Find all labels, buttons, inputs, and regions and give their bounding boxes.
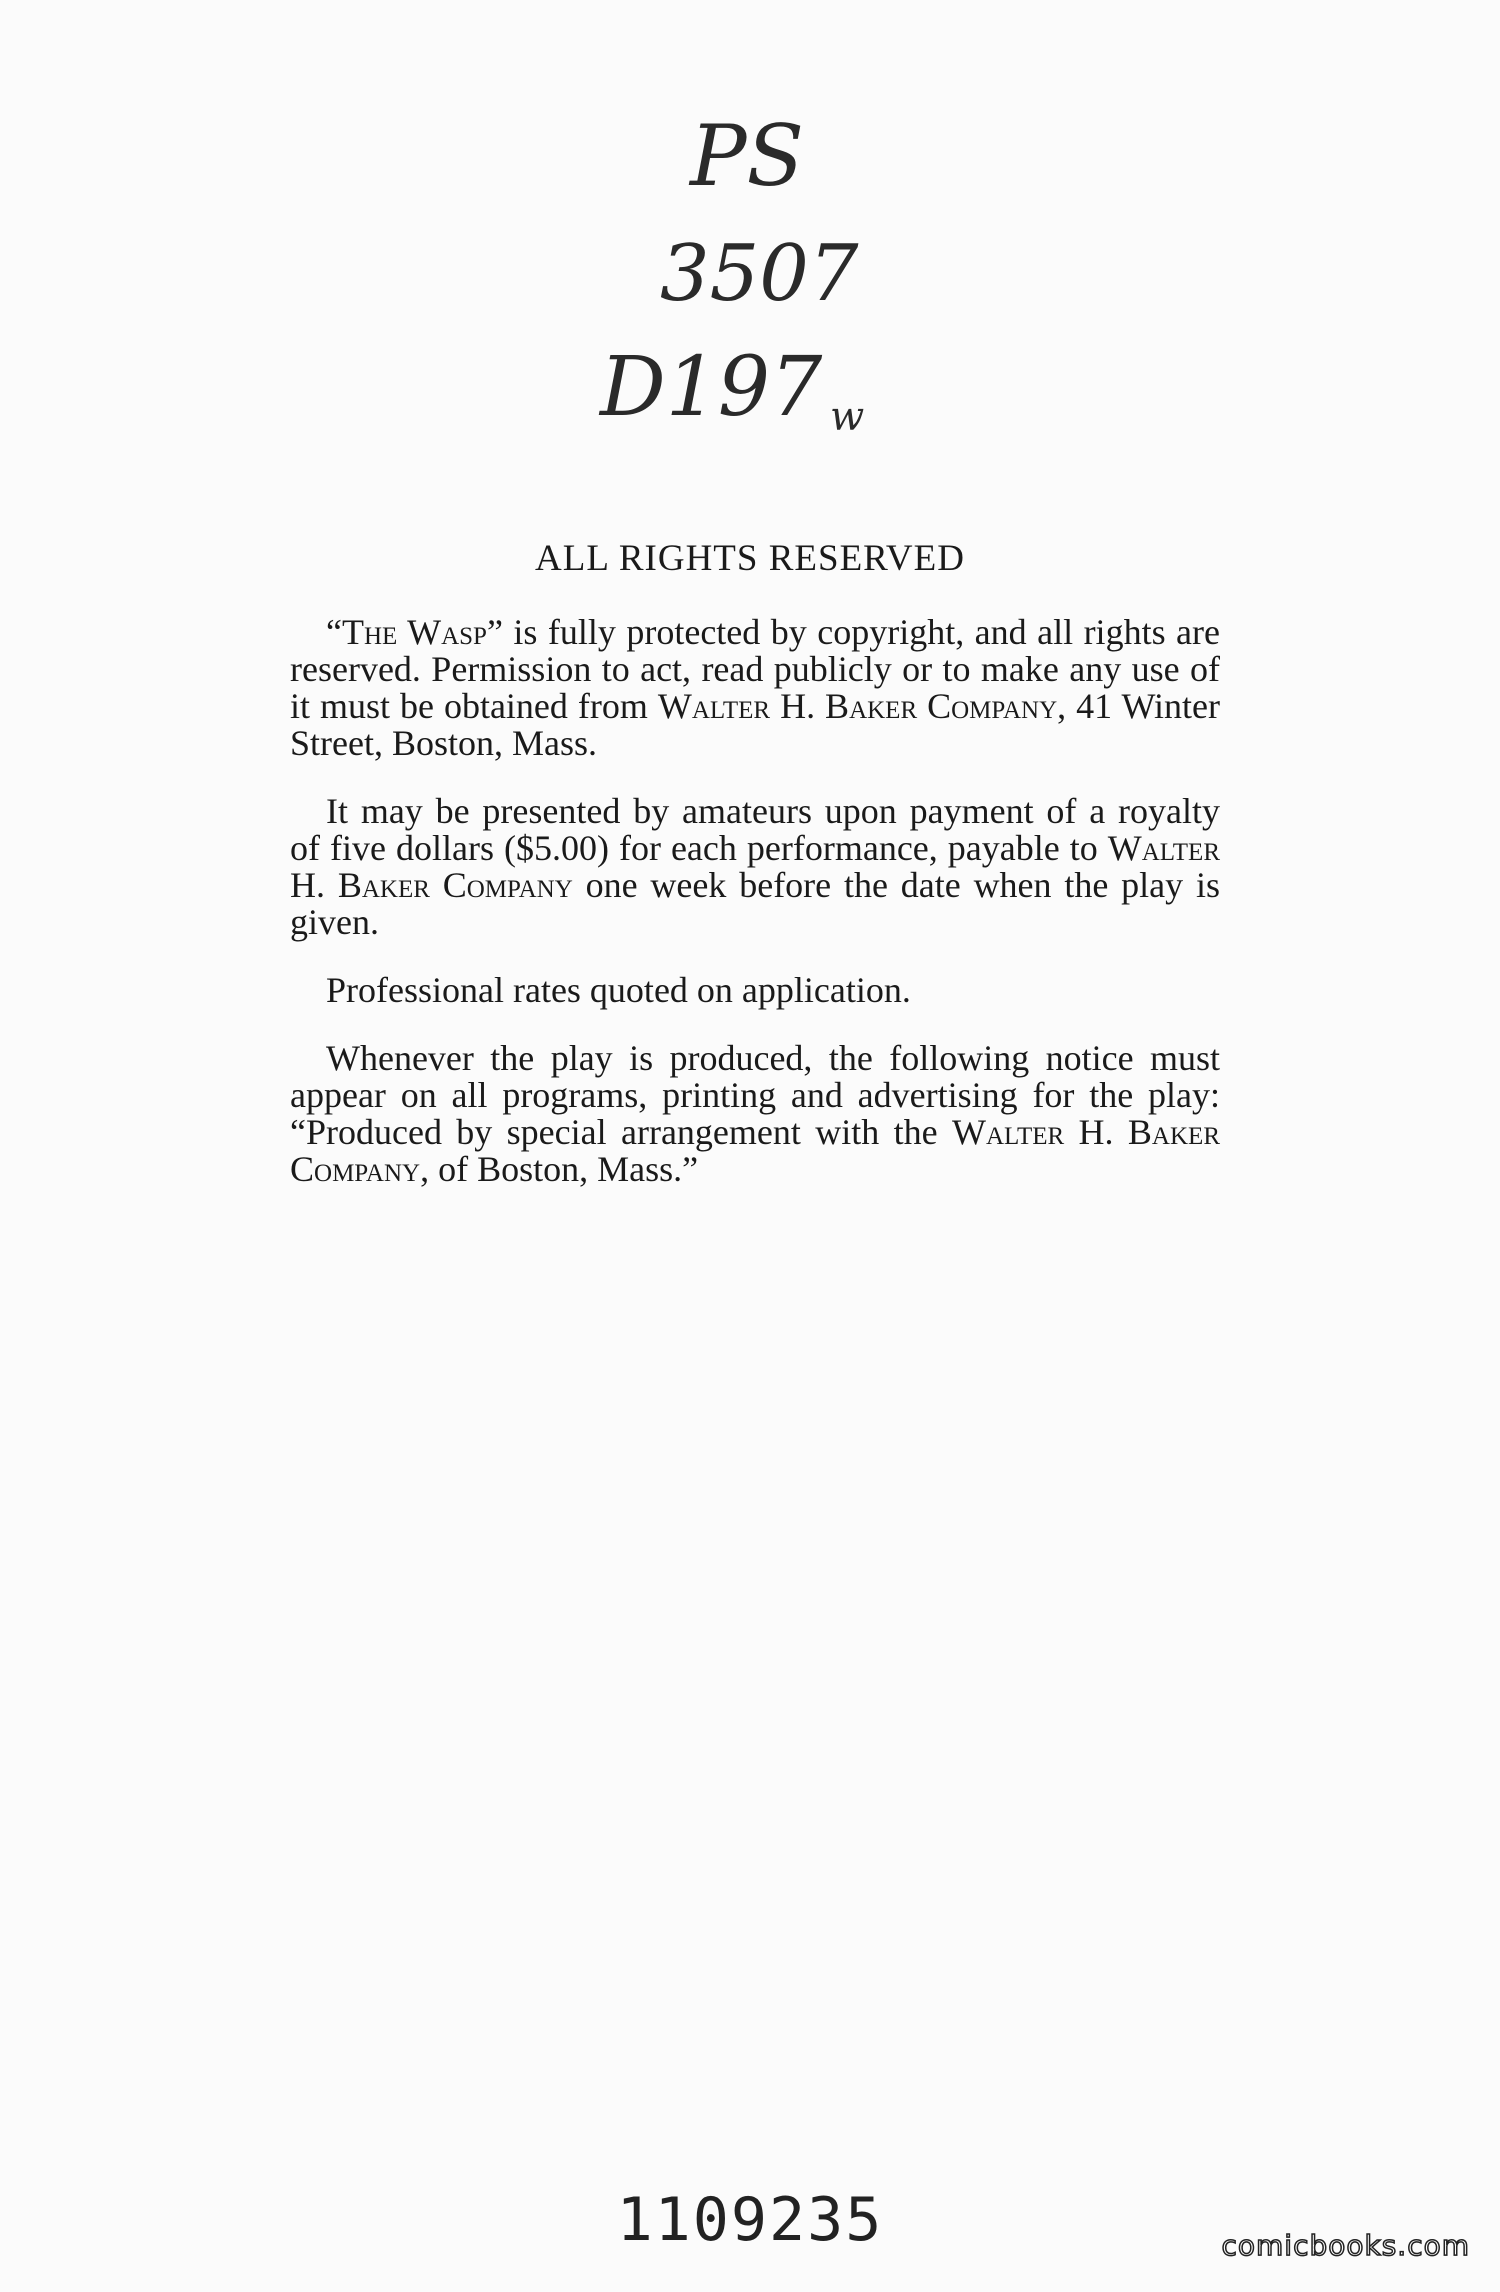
rights-notice — [290, 614, 1220, 1219]
publisher-name: Walter H. Baker Company — [290, 828, 1220, 905]
page-title: ALL RIGHTS RESERVED — [535, 538, 965, 579]
publisher-name: Walter H. Baker Company — [657, 686, 1058, 726]
call-number-line-1: PS — [690, 107, 805, 205]
notice-paragraph-copyright: “The Wasp” is fully protected by copyright, and all rights are reserved. Permission to act, read publicly or to make any use of it must be obtained from Walter H. Baker Company, 41 Winter Street, Boston, Mass. — [290, 612, 1220, 763]
call-number-line-2: 3507 — [660, 229, 859, 319]
call-number-suffix: w — [830, 394, 865, 440]
play-title: The Wasp — [341, 612, 487, 652]
watermark: comicbooks.com — [1221, 2229, 1470, 2262]
notice-paragraph-credit: Whenever the play is produced, the following notice must appear on all programs, printing and advertising for the play: “Produced by special arrangement with the Walter H. Baker Company, of Boston, Mass.” — [290, 1038, 1220, 1189]
notice-paragraph-royalty: It may be presented by amateurs upon payment of a royalty of five dollars ($5.00) for each performance, payable to Walter H. Baker Company one week before the date when the play is given. — [290, 791, 1220, 942]
stamped-serial-number: 1109235 — [616, 2185, 884, 2255]
notice-paragraph-professional: Professional rates quoted on application. — [326, 970, 911, 1010]
publisher-name: Walter H. Baker Company — [290, 1112, 1220, 1189]
call-number-line-3: D197 — [600, 340, 823, 435]
handwritten-call-number — [580, 90, 920, 450]
